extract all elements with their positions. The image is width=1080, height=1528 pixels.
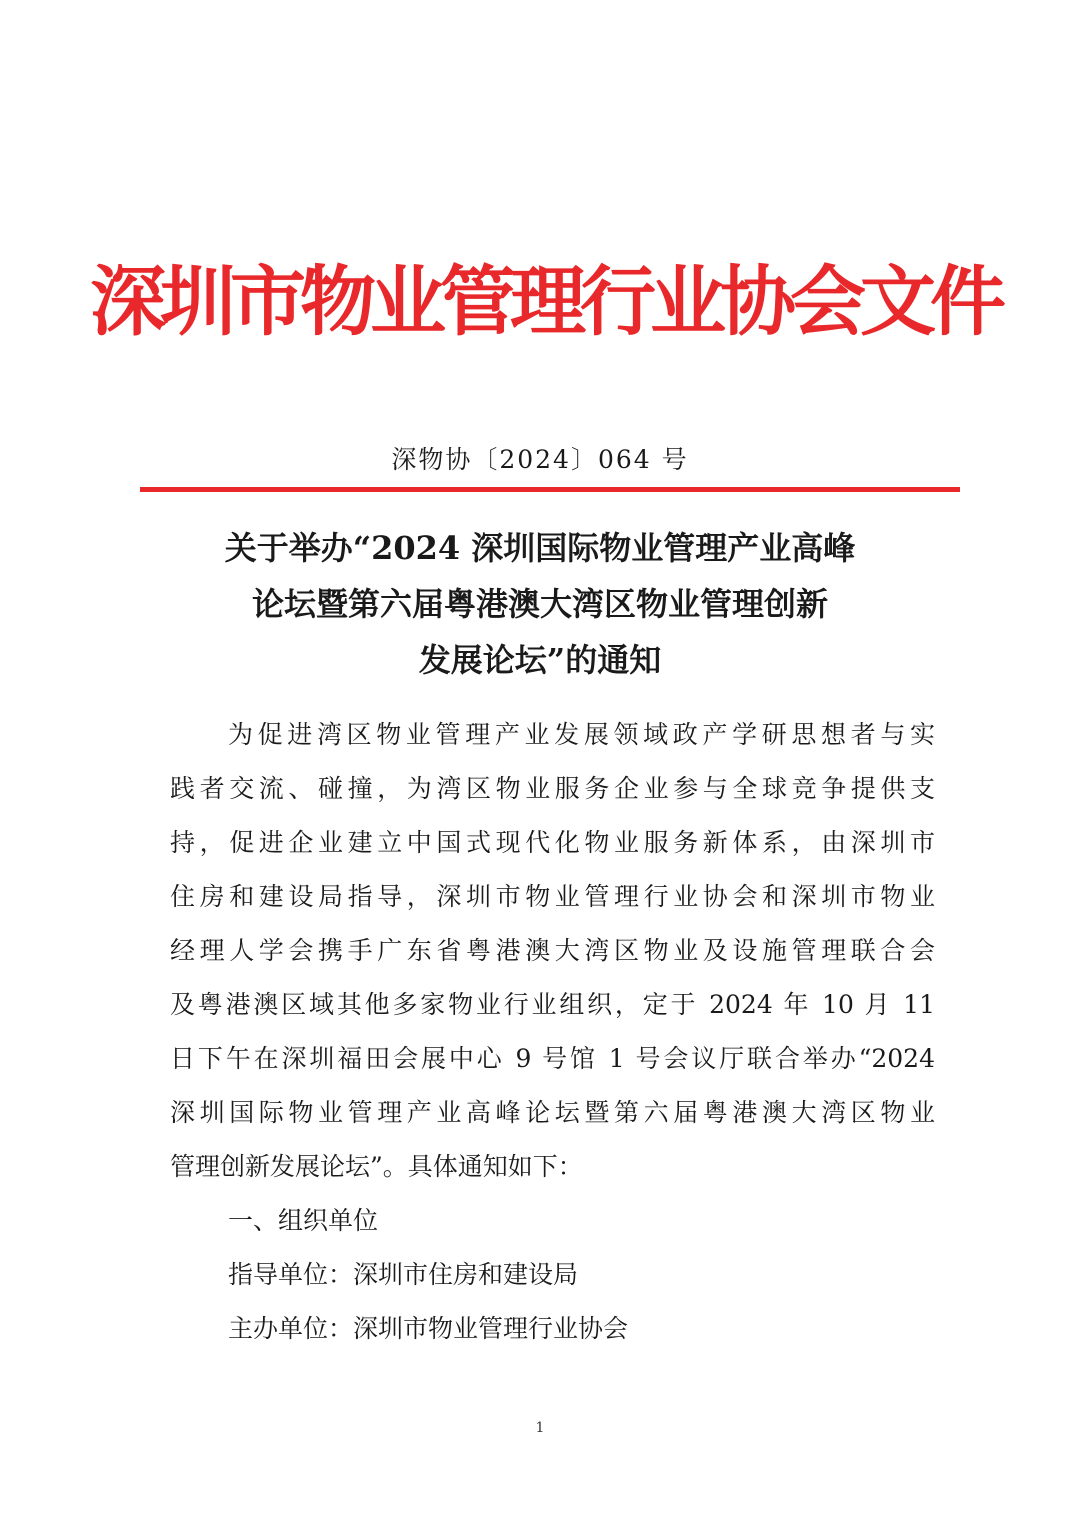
masthead-title: 深圳市物业管理行业协会文件 — [90, 257, 1000, 346]
section-heading: 一、组织单位 — [228, 1206, 379, 1235]
notice-title-line: 论坛暨第六届粤港澳大湾区物业管理创新 — [251, 585, 828, 623]
body-line: 住房和建设局指导，深圳市物业管理行业协会和深圳市物业 — [170, 882, 935, 911]
body-line: 管理创新发展论坛”。具体通知如下： — [170, 1152, 583, 1181]
body-line: 经理人学会携手广东省粤港澳大湾区物业及设施管理联合会 — [170, 936, 935, 965]
page-number: 1 — [535, 1420, 545, 1436]
notice-title-line: 关于举办“2024 深圳国际物业管理产业高峰 — [224, 529, 856, 567]
body-paragraph — [170, 708, 935, 1194]
organizer-host-unit: 主办单位：深圳市物业管理行业协会 — [228, 1314, 629, 1343]
body-line: 践者交流、碰撞，为湾区物业服务企业参与全球竞争提供支 — [170, 774, 935, 803]
body-line: 为促进湾区物业管理产业发展领域政产学研思想者与实 — [228, 720, 935, 749]
notice-title — [120, 520, 960, 688]
body-line: 持，促进企业建立中国式现代化物业服务新体系，由深圳市 — [170, 828, 935, 857]
red-divider-rule — [140, 487, 960, 492]
body-line: 及粤港澳区域其他多家物业行业组织，定于 2024 年 10 月 11 — [170, 990, 935, 1019]
document-number: 深物协〔2024〕064 号 — [391, 445, 689, 474]
body-line: 日下午在深圳福田会展中心 9 号馆 1 号会议厅联合举办“2024 — [170, 1044, 935, 1073]
organizer-guiding-unit: 指导单位：深圳市住房和建设局 — [228, 1260, 579, 1289]
notice-title-line: 发展论坛”的通知 — [418, 641, 662, 679]
notice-body — [170, 708, 935, 1356]
body-line: 深圳国际物业管理产业高峰论坛暨第六届粤港澳大湾区物业 — [170, 1098, 935, 1127]
